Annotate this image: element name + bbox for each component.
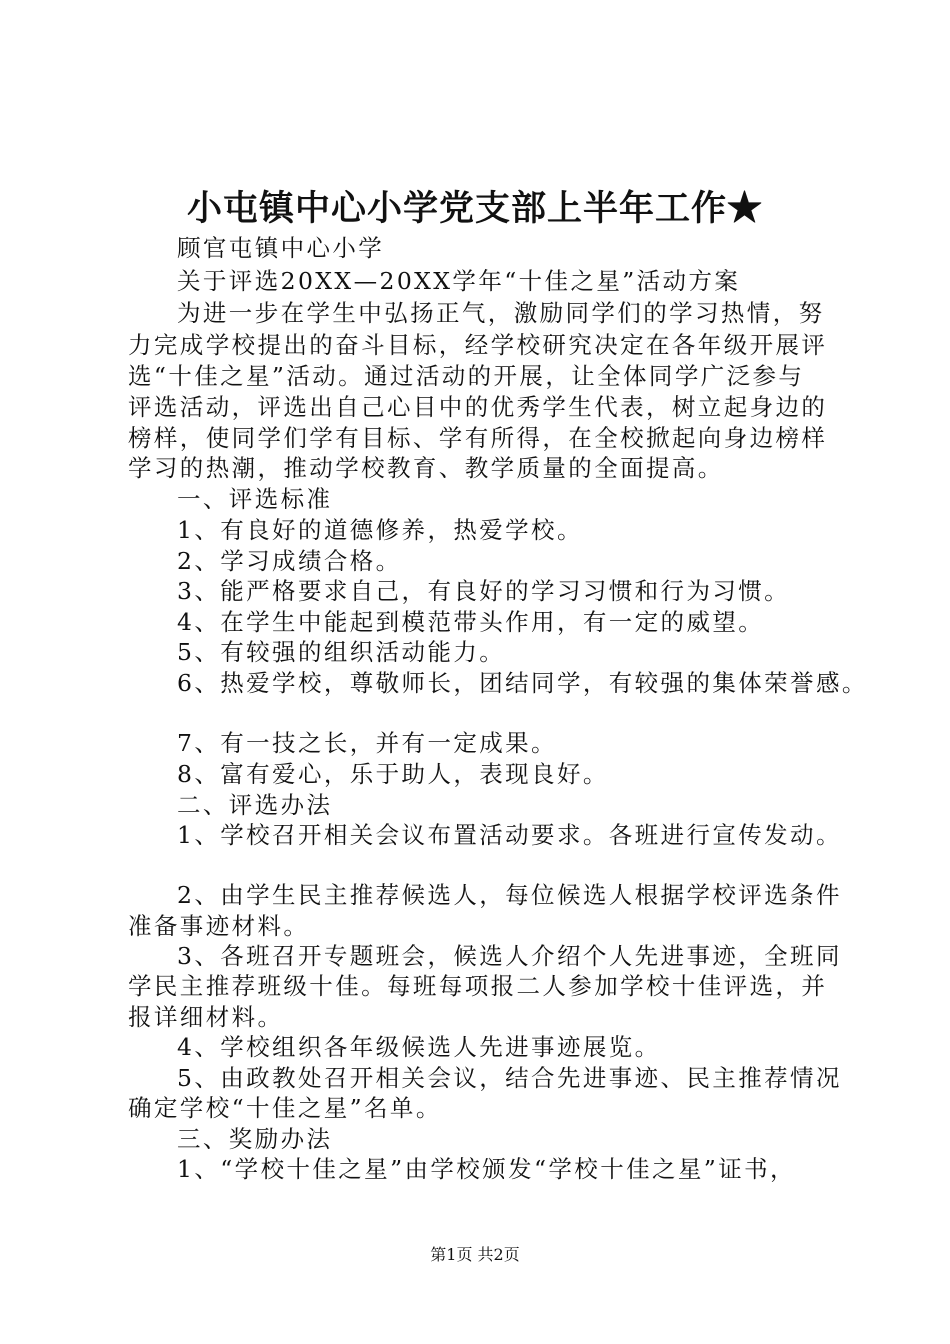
- list-item: 1、“学校十佳之星”由学校颁发“学校十佳之星”证书，: [177, 1155, 796, 1183]
- list-item: 4、在学生中能起到模范带头作用，有一定的威望。: [177, 608, 765, 636]
- list-item: 3、能严格要求自己，有良好的学习习惯和行为习惯。: [177, 577, 791, 605]
- list-item: 3、各班召开专题班会，候选人介绍个人先进事迹，全班同: [177, 942, 842, 970]
- paragraph-line: 力完成学校提出的奋斗目标，经学校研究决定在各年级开展评: [128, 331, 828, 359]
- list-item: 5、由政教处召开相关会议，结合先进事迹、民主推荐情况: [177, 1064, 842, 1092]
- list-item-continued: 确定学校“十佳之星”名单。: [128, 1094, 442, 1122]
- list-item: 8、富有爱心，乐于助人，表现良好。: [177, 760, 609, 788]
- paragraph-line: 选“十佳之星”活动。通过活动的开展，让全体同学广泛参与: [128, 362, 805, 390]
- list-item: 7、有一技之长，并有一定成果。: [177, 729, 557, 757]
- paragraph-line: 评选活动，评选出自己心目中的优秀学生代表，树立起身边的: [128, 393, 828, 421]
- list-item-continued: 学民主推荐班级十佳。每班每项报二人参加学校十佳评选，并: [128, 972, 828, 1000]
- list-item: 6、热爱学校，尊敬师长，团结同学，有较强的集体荣誉感。: [177, 669, 868, 697]
- plan-title: 关于评选20XX—20XX学年“十佳之星”活动方案: [177, 267, 741, 295]
- page-number-footer: 第1页 共2页: [430, 1245, 520, 1264]
- list-item-continued: 准备事迹材料。: [128, 912, 310, 940]
- list-item: 2、由学生民主推荐候选人，每位候选人根据学校评选条件: [177, 881, 842, 909]
- section-heading: 三、奖励办法: [177, 1125, 333, 1153]
- list-item: 1、学校召开相关会议布置活动要求。各班进行宣传发动。: [177, 821, 842, 849]
- section-heading: 一、评选标准: [177, 485, 333, 513]
- paragraph-line: 学习的热潮，推动学校教育、教学质量的全面提高。: [128, 454, 724, 482]
- list-item: 1、有良好的道德修养，热爱学校。: [177, 516, 583, 544]
- document-title: 小屯镇中心小学党支部上半年工作★: [186, 188, 763, 229]
- school-name: 顾官屯镇中心小学: [177, 234, 385, 262]
- list-item: 2、学习成绩合格。: [177, 547, 402, 575]
- paragraph-line: 榜样，使同学们学有目标、学有所得，在全校掀起向身边榜样: [128, 424, 828, 452]
- list-item-continued: 报详细材料。: [128, 1003, 284, 1031]
- section-heading: 二、评选办法: [177, 791, 333, 819]
- paragraph-line: 为进一步在学生中弘扬正气，激励同学们的学习热情，努: [177, 299, 825, 327]
- list-item: 4、学校组织各年级候选人先进事迹展览。: [177, 1033, 661, 1061]
- list-item: 5、有较强的组织活动能力。: [177, 638, 506, 666]
